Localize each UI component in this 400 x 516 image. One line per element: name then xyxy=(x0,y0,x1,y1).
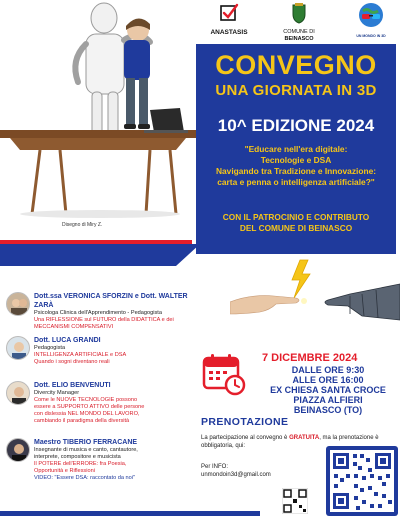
talk-title: Come le NUOVE TECNOLOGIE possono xyxy=(34,397,138,403)
speaker-name: Dott. LUCA GRANDI xyxy=(34,337,101,344)
talk-title: cambiando il paradigma della diversità xyxy=(34,418,130,424)
patronage-note: CON IL PATROCINIO E CONTRIBUTO DEL COMUNE DI BEINASCO xyxy=(222,212,370,233)
event-edition: 10^ EDIZIONE 2024 xyxy=(217,116,375,135)
talk-title: INTELLIGENZA ARTIFICIALE e DSA xyxy=(34,352,127,358)
talk-title: MECCANISMI COMPENSATIVI xyxy=(34,324,114,330)
avatar xyxy=(6,336,30,360)
event-subtitle: UNA GIORNATA IN 3D xyxy=(215,82,377,99)
speaker-role: Psicologa Clinica dell'Apprendimento - Pedagogista xyxy=(34,310,162,316)
sponsor-logos xyxy=(196,0,400,44)
event-city: BEINASCO (TO) xyxy=(293,405,363,415)
un-mondo-in-3d-logo: UN MONDO IN 3D xyxy=(346,2,396,40)
event-time-end: ALLE ORE 16:00 xyxy=(292,375,364,385)
small-qr-code[interactable] xyxy=(282,488,308,514)
avatar xyxy=(6,381,30,405)
speaker-name: Maestro TIBERIO FERRACANE xyxy=(34,439,138,446)
qr-code-icon xyxy=(326,446,398,516)
person-photo-icon xyxy=(7,293,30,316)
talk-title: Una RIFLESSIONE sul FUTURO della DIDATTICA e dei xyxy=(34,317,174,323)
speaker-name: Dott.ssa VERONICA SFORZIN e Dott. WALTER ZARÀ xyxy=(34,293,188,309)
person-photo-icon xyxy=(7,439,30,462)
speaker-role: Pedagogista xyxy=(34,345,66,351)
booking-title: PRENOTAZIONE xyxy=(201,416,289,428)
event-time-start: DALLE ORE 9:30 xyxy=(291,365,365,375)
comune-beinasco-logo: COMUNE DI BEINASCO xyxy=(270,2,328,43)
avatar xyxy=(6,438,30,462)
event-square: PIAZZA ALFIERI xyxy=(293,395,363,405)
hands-touch-icon xyxy=(230,258,400,348)
qr-code-icon xyxy=(282,488,308,514)
video-title: VIDEO: "Essere DSA: raccontato da noi" xyxy=(34,475,135,481)
info-label: Per INFO: xyxy=(201,464,229,470)
calendar-clock-icon xyxy=(200,352,246,396)
speaker-role: Insegnante di musica e canto, cantautore, xyxy=(34,447,138,453)
talk-title: Quando i sogni diventano reali xyxy=(34,359,110,365)
avatar xyxy=(6,292,30,316)
footer-bar xyxy=(0,511,260,516)
divider-red xyxy=(0,240,192,244)
calendar-icon xyxy=(200,352,246,396)
robot-child-drawing xyxy=(0,0,196,240)
free-badge: GRATUITA xyxy=(289,435,320,441)
event-venue: EX CHIESA SANTA CROCE xyxy=(270,385,386,395)
globe-3d-glasses-icon xyxy=(358,2,384,28)
hero-illustration xyxy=(0,0,196,240)
booking-qr-code[interactable] xyxy=(326,446,398,516)
coat-of-arms-icon xyxy=(289,2,309,24)
speaker-role: Divercity Manager xyxy=(34,390,80,396)
human-robot-hands-image xyxy=(230,258,400,348)
contact-email-link[interactable]: unmondoin3d@gmail.com xyxy=(201,472,271,478)
talk-title: Opportunità e Riflessioni xyxy=(34,468,95,474)
divider-blue xyxy=(0,244,200,266)
checkbox-icon xyxy=(219,2,239,24)
booking-text: La partecipazione al convegno è GRATUITA, ma la prenotazione è obbligatoria, qui: xyxy=(201,435,379,449)
person-photo-icon xyxy=(7,382,30,405)
event-date: 7 DICEMBRE 2024 xyxy=(262,352,358,364)
event-header xyxy=(196,44,396,254)
talk-title: Il POTERE dell'ERRORE: fra Poesia, xyxy=(34,461,127,467)
speaker-name: Dott. ELIO BENVENUTI xyxy=(34,382,111,389)
event-title: CONVEGNO xyxy=(215,50,377,80)
talk-title: con dislessia NEL MONDO DEL LAVORO, xyxy=(34,411,140,417)
event-theme: "Educare nell'era digitale: Tecnologie e DSA Navigando tra Tradizione e Innovazione: carta e penna o intelligenza artificiale?" xyxy=(215,144,377,187)
talk-title: essere a SUPPORTO ATTIVO delle persone xyxy=(34,404,145,410)
person-photo-icon xyxy=(7,337,30,360)
anastasis-logo: ANASTASIS xyxy=(200,2,258,36)
illustration-caption: Disegno di Miry Z. xyxy=(62,222,103,228)
speaker-role: interprete, compositore e musicista xyxy=(34,454,121,460)
